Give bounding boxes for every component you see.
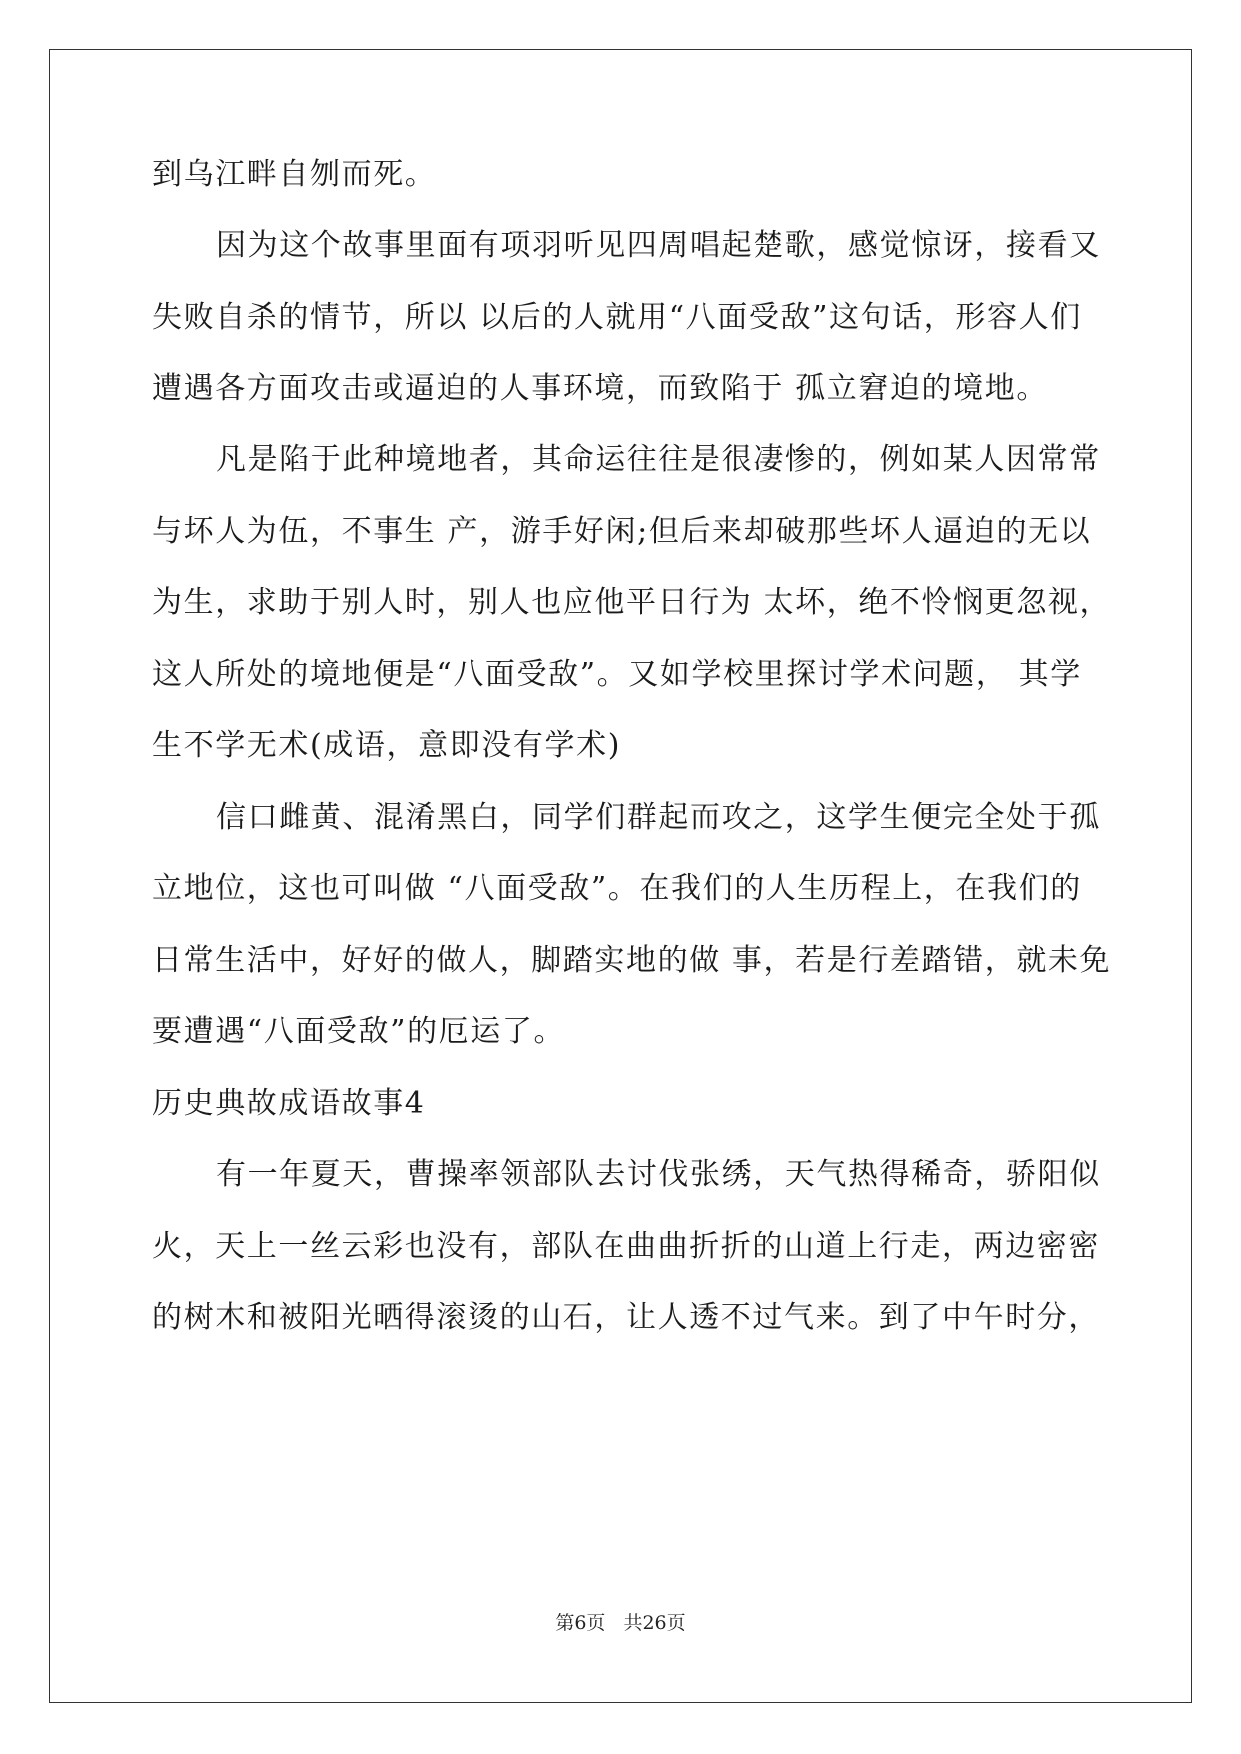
text-line: 为生，求助于别人时，别人也应他平日行为 太坏，绝不怜悯更忽视， [152, 585, 1112, 620]
paragraph-first-line: 有一年夏天，曹操率领部队去讨伐张绣，天气热得稀奇，骄阳似 [216, 1157, 1101, 1192]
text-line: 生不学无术(成语，意即没有学术) [152, 728, 622, 763]
page-number: 第6页 [555, 1612, 606, 1634]
page-footer [0, 1611, 1241, 1635]
text-line: 遭遇各方面攻击或逼迫的人事环境，而致陷于 孤立窘迫的境地。 [152, 371, 1048, 406]
text-line: 日常生活中，好好的做人，脚踏实地的做 事，若是行差踏错，就未免 [152, 943, 1112, 978]
page-total: 共26页 [623, 1612, 686, 1634]
text-line: 这人所处的境地便是“八面受敌”。又如学校里探讨学术问题， 其学 [152, 657, 1082, 692]
paragraph-first-line: 凡是陷于此种境地者，其命运往往是很凄惨的，例如某人因常常 [216, 442, 1101, 477]
text-line: 要遭遇“八面受敌”的厄运了。 [152, 1014, 566, 1049]
text-line: 与坏人为伍，不事生 产，游手好闲;但后来却破那些坏人逼迫的无以 [152, 514, 1092, 549]
text-line: 立地位，这也可叫做 “八面受敌”。在我们的人生历程上，在我们的 [152, 871, 1082, 906]
section-heading: 历史典故成语故事4 [152, 1086, 426, 1121]
text-line: 失败自杀的情节，所以 以后的人就用“八面受敌”这句话，形容人们 [152, 300, 1082, 335]
paragraph-first-line: 信口雌黄、混淆黑白，同学们群起而攻之，这学生便完全处于孤 [216, 800, 1101, 835]
text-line: 的树木和被阳光晒得滚烫的山石，让人透不过气来。到了中午时分， [152, 1300, 1100, 1335]
paragraph-first-line: 因为这个故事里面有项羽听见四周唱起楚歌，感觉惊讶，接看又 [216, 228, 1101, 263]
text-line: 火，天上一丝云彩也没有，部队在曲曲折折的山道上行走，两边密密 [152, 1229, 1100, 1264]
text-line: 到乌江畔自刎而死。 [152, 157, 437, 192]
